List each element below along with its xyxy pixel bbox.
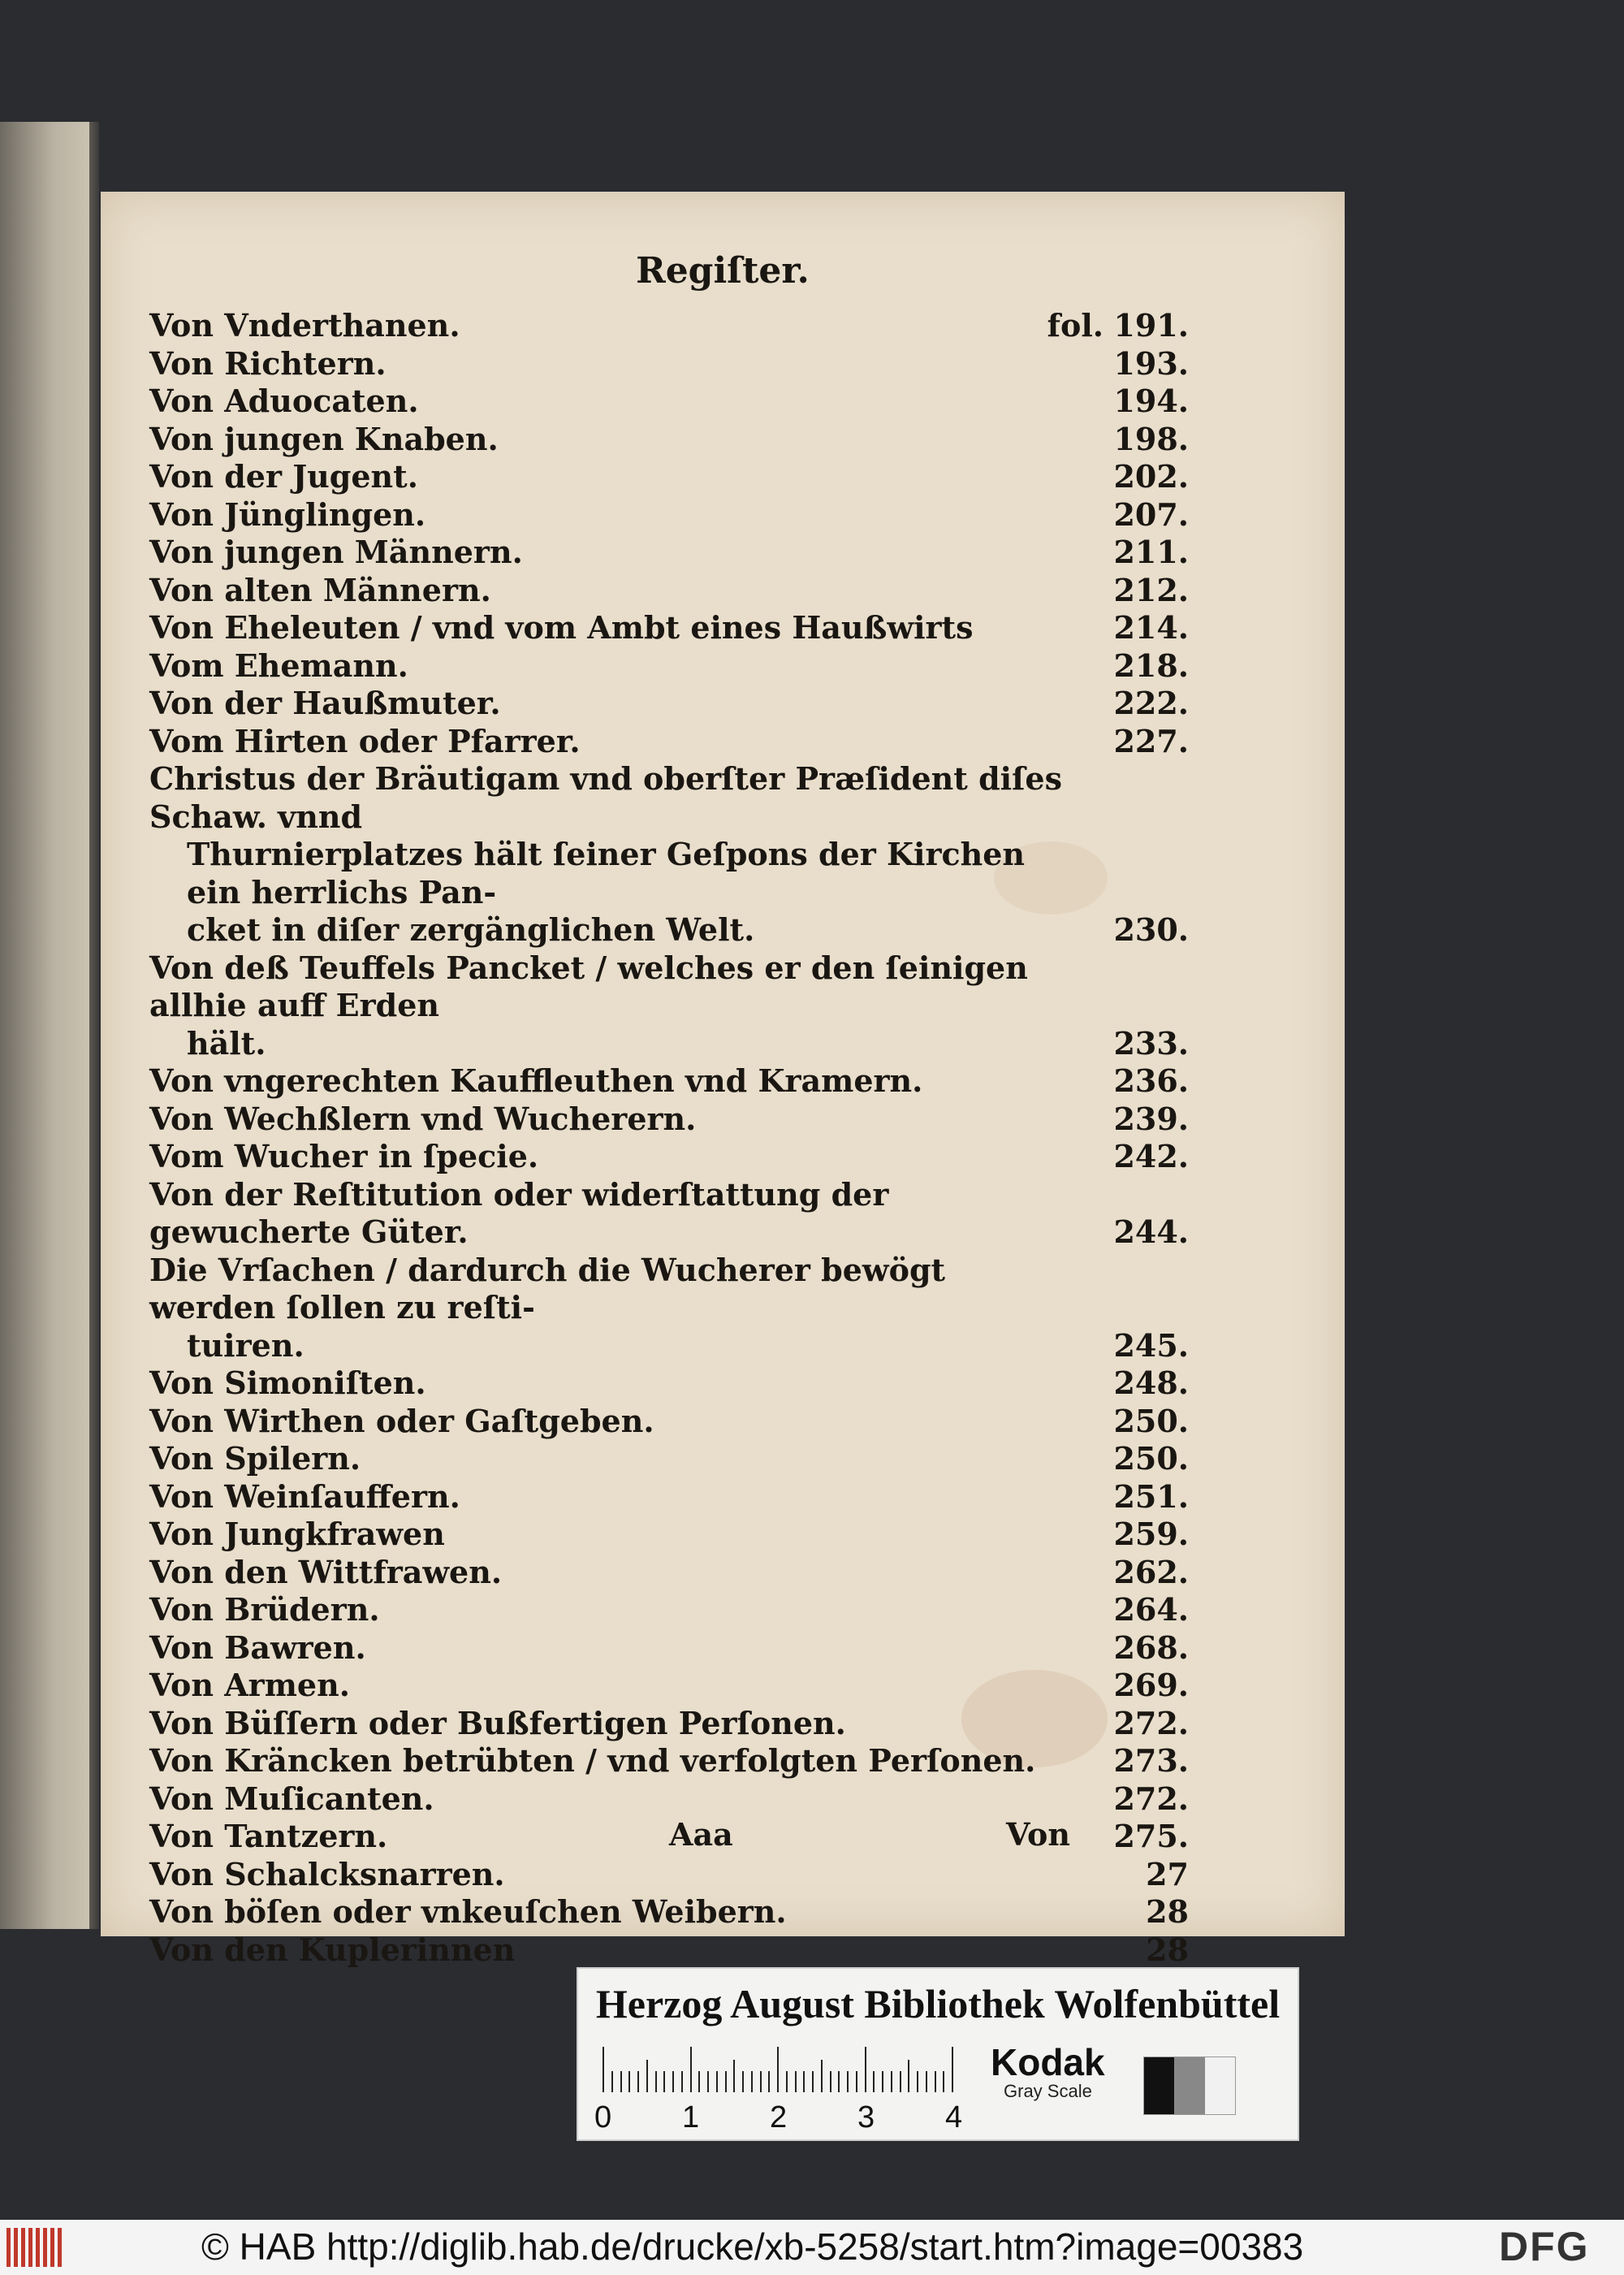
entry-title: Von den Kuplerinnen	[149, 1931, 516, 1968]
barcode-bar	[14, 2228, 18, 2267]
register-entry	[149, 1516, 1189, 1554]
entry-page-number: 28	[1146, 1931, 1189, 1968]
register-entry	[149, 1931, 1189, 1970]
gray-scale-label: Gray Scale	[1004, 2081, 1092, 2101]
entry-title: Von Richtern.	[149, 344, 387, 382]
register-entry	[149, 1138, 1189, 1176]
entry-page-number: 262.	[1113, 1553, 1189, 1590]
register-entry	[149, 1440, 1189, 1478]
register-entry	[149, 1478, 1189, 1516]
ruler-tick	[908, 2060, 909, 2092]
entry-title: Von Wechßlern vnd Wucherern.	[149, 1100, 697, 1137]
footer-bar	[0, 2220, 1624, 2275]
library-color-card	[577, 1967, 1299, 2141]
ruler-tick	[882, 2071, 883, 2092]
ruler-tick	[646, 2060, 648, 2092]
entry-page-number: 272.	[1113, 1704, 1189, 1741]
register-entry	[149, 723, 1189, 761]
entry-page-number: 272.	[1113, 1780, 1189, 1817]
entry-title: Von Eheleuten / vnd vom Ambt eines Haußwirts	[149, 609, 974, 646]
kodak-logo	[991, 2041, 1105, 2102]
entry-page-number: 248.	[1113, 1365, 1189, 1401]
register-entry	[149, 496, 1189, 534]
entry-page-number: 233.	[1113, 1024, 1189, 1062]
entry-title: Von Muſicanten.	[149, 1780, 434, 1817]
barcode-bar	[50, 2228, 54, 2267]
kodak-brand: Kodak	[991, 2041, 1105, 2083]
ruler-tick	[952, 2047, 953, 2092]
entry-page-number: 193.	[1113, 344, 1189, 382]
ruler-tick	[628, 2071, 630, 2092]
register-entry	[149, 1856, 1189, 1894]
register-entry	[149, 1176, 1189, 1252]
entry-page-number: 198.	[1113, 420, 1189, 457]
page-title: Regiſter.	[636, 250, 810, 292]
entry-title: Von Bawren.	[149, 1628, 366, 1666]
ruler-tick	[681, 2071, 683, 2092]
entry-title: Von Jungkfrawen	[149, 1516, 445, 1552]
ruler-tick	[725, 2071, 727, 2092]
entry-title: Von Weinſauffern.	[149, 1477, 460, 1515]
ruler-tick	[917, 2071, 918, 2092]
ruler-tick	[873, 2071, 875, 2092]
entry-title: Von den Wittfrawen.	[149, 1553, 503, 1590]
entry-title: Vom Wucher in ſpecie.	[149, 1138, 539, 1174]
ruler-tick	[603, 2047, 604, 2092]
ruler-numbers	[594, 2100, 984, 2133]
library-name: Herzog August Bibliothek Wolfenbüttel	[595, 1981, 1281, 2026]
entry-page-number: 250.	[1113, 1402, 1189, 1439]
entry-page-number: 251.	[1113, 1477, 1189, 1515]
entry-title: Von Büſſern oder Bußfertigen Perſonen.	[149, 1704, 846, 1741]
entry-page-number: 211.	[1113, 534, 1189, 570]
ruler-tick	[698, 2071, 700, 2092]
register-entry	[149, 1629, 1189, 1667]
entry-title: Von Kräncken betrübten / vnd verfolgten Perſonen.	[149, 1742, 1036, 1779]
ruler-tick	[847, 2071, 849, 2092]
entry-page-number: 218.	[1113, 647, 1189, 684]
entry-title-continued: tuiren.	[187, 1326, 304, 1364]
entry-title: Von alten Männern.	[149, 571, 491, 608]
ruler-number: 3	[857, 2100, 875, 2134]
entry-page-number: 212.	[1113, 571, 1189, 608]
barcode-bar	[58, 2228, 62, 2267]
entry-page-number: 214.	[1113, 609, 1189, 646]
barcode-bar	[21, 2228, 25, 2267]
barcode-bar	[36, 2228, 40, 2267]
ruler-tick	[795, 2071, 797, 2092]
entry-page-number: 194.	[1113, 383, 1189, 419]
entry-title: Von Wirthen oder Gaſtgeben.	[149, 1402, 654, 1439]
register-entry	[149, 421, 1189, 459]
ruler-tick	[637, 2071, 639, 2092]
entry-title: Von jungen Männern.	[149, 534, 523, 570]
ruler-tick	[830, 2071, 831, 2092]
ruler-tick	[777, 2047, 779, 2092]
entry-title: Von Aduocaten.	[149, 383, 419, 419]
register-entry	[149, 1365, 1189, 1403]
entry-title: Von Armen.	[149, 1667, 350, 1703]
copyright-url: © HAB http://diglib.hab.de/drucke/xb-5258/start.htm?image=00383	[201, 2225, 1304, 2268]
entry-title: Von Simoniſten.	[149, 1365, 426, 1401]
entry-title: Von Vnderthanen.	[149, 307, 460, 344]
ruler-tick	[672, 2071, 674, 2092]
entry-title: Von der Haußmuter.	[149, 685, 501, 721]
entry-title: Christus der Bräutigam vnd oberſter Præſident diſes Schaw. vnnd	[149, 760, 1062, 835]
register-entry	[149, 534, 1189, 572]
register-entry	[149, 1062, 1189, 1101]
catchword: Von	[1006, 1816, 1070, 1853]
register-entry	[149, 458, 1189, 496]
entry-page-number: 269.	[1113, 1667, 1189, 1703]
entry-title: Von Tantzern.	[149, 1818, 388, 1854]
register-entry	[149, 345, 1189, 383]
entry-title: Von vngerechten Kauffleuthen vnd Kramern.	[149, 1062, 923, 1099]
ruler-tick	[620, 2071, 622, 2092]
entry-page-number: 250.	[1113, 1440, 1189, 1477]
gray-swatch	[1174, 2057, 1204, 2114]
register-entry	[149, 1780, 1189, 1819]
ruler-tick	[803, 2071, 805, 2092]
entry-page-number: 275.	[1113, 1818, 1189, 1854]
ruler-tick	[690, 2047, 692, 2092]
entry-page-number: 259.	[1113, 1516, 1189, 1552]
ruler-tick	[935, 2071, 936, 2092]
ruler-tick	[663, 2071, 665, 2092]
ruler-tick	[926, 2071, 927, 2092]
register-entry	[149, 1893, 1189, 1931]
entry-page-number: 27	[1146, 1855, 1189, 1892]
dfg-logo: DFG	[1499, 2224, 1590, 2269]
ruler-number: 1	[682, 2100, 700, 2134]
entry-title: Von böſen oder vnkeuſchen Weibern.	[149, 1893, 787, 1930]
ruler-tick	[707, 2071, 709, 2092]
register-entry	[149, 1101, 1189, 1139]
entry-page-number: 202.	[1113, 458, 1189, 495]
register-entry	[149, 1252, 1189, 1365]
ruler-tick	[786, 2071, 788, 2092]
register-entry	[149, 949, 1189, 1063]
entry-title: Vom Ehemann.	[149, 647, 408, 684]
register-entry	[149, 307, 1189, 345]
entry-title: Vom Hirten oder Pfarrer.	[149, 722, 581, 759]
register-entry	[149, 647, 1189, 686]
ruler-tick	[716, 2071, 718, 2092]
folio-prefix: fol.	[1047, 307, 1104, 344]
entry-title-continued: Thurnierplatzes hält ſeiner Geſpons der Kirchen ein herrlichs Pan-	[187, 836, 1026, 910]
entry-page-number: 245.	[1113, 1326, 1189, 1364]
gray-swatch	[1144, 2057, 1174, 2114]
barcode-bar	[28, 2228, 32, 2267]
entry-page-number: 239.	[1113, 1100, 1189, 1137]
register-entry	[149, 760, 1189, 949]
scale-ruler	[603, 2044, 960, 2092]
entry-title: Von Brüdern.	[149, 1591, 380, 1628]
entry-page-number: 236.	[1113, 1062, 1189, 1099]
ruler-tick	[742, 2071, 744, 2092]
register-entry	[149, 1554, 1189, 1592]
register-entry	[149, 1667, 1189, 1705]
register-list	[149, 307, 1189, 1969]
gray-scale-swatches	[1143, 2057, 1236, 2115]
entry-page-number: 222.	[1113, 685, 1189, 721]
ruler-tick	[865, 2047, 866, 2092]
register-entry	[149, 1742, 1189, 1780]
ruler-tick	[891, 2071, 892, 2092]
entry-page-number: 28	[1146, 1893, 1189, 1930]
ruler-tick	[821, 2060, 823, 2092]
ruler-tick	[838, 2071, 840, 2092]
barcode-bar	[43, 2228, 47, 2267]
entry-title: Die Vrſachen / dardurch die Wucherer bewögt werden ſollen zu reſti-	[149, 1251, 946, 1326]
register-entry	[149, 572, 1189, 610]
entry-title: Von Schalcksnarren.	[149, 1855, 505, 1892]
entry-page-number: 244.	[1113, 1213, 1189, 1250]
ruler-number: 0	[594, 2100, 612, 2134]
register-entry	[149, 1705, 1189, 1743]
entry-title: Von Jünglingen.	[149, 495, 426, 533]
entry-title-continued: hält.	[187, 1024, 266, 1062]
entry-title: Von der Reſtitution oder widerſtattung der gewucherte Güter.	[149, 1175, 889, 1250]
ruler-tick	[655, 2071, 657, 2092]
barcode-bar	[6, 2228, 11, 2267]
ruler-tick	[768, 2071, 770, 2092]
signature-mark: Aaa	[669, 1816, 733, 1853]
ruler-number: 4	[945, 2100, 963, 2134]
entry-title: Von jungen Knaben.	[149, 420, 499, 457]
entry-page-number: 207.	[1113, 495, 1189, 533]
ruler-tick	[900, 2071, 901, 2092]
facing-page-edge	[0, 122, 96, 1929]
ruler-tick	[760, 2071, 762, 2092]
entry-title: Von deß Teuffels Pancket / welches er den ſeinigen allhie auff Erden	[149, 949, 1028, 1023]
ruler-number: 2	[770, 2100, 788, 2134]
ruler-tick	[751, 2071, 753, 2092]
ruler-tick	[733, 2060, 735, 2092]
gray-swatch	[1205, 2057, 1235, 2114]
ruler-tick	[812, 2071, 814, 2092]
entry-page-number: 264.	[1113, 1591, 1189, 1628]
entry-title-continued: cket in diſer zergänglichen Welt.	[187, 911, 755, 948]
ruler-tick	[611, 2071, 613, 2092]
register-entry	[149, 1591, 1189, 1629]
ruler-tick	[856, 2071, 857, 2092]
ruler-tick	[943, 2071, 944, 2092]
entry-page-number: 242.	[1113, 1138, 1189, 1174]
page-footer-marks	[101, 1816, 1345, 1857]
entry-page-number: 191.	[1113, 307, 1189, 344]
entry-page-number: 273.	[1113, 1742, 1189, 1779]
register-entry	[149, 1403, 1189, 1441]
register-page	[101, 192, 1345, 1968]
entry-page-number: 227.	[1113, 722, 1189, 759]
register-entry	[149, 383, 1189, 421]
entry-title: Von Spilern.	[149, 1440, 361, 1477]
entry-page-number: 268.	[1113, 1628, 1189, 1666]
entry-title: Von der Jugent.	[149, 458, 418, 495]
book-gutter	[89, 122, 99, 1929]
entry-page-number: 230.	[1113, 911, 1189, 948]
barcode-icon	[6, 2228, 70, 2267]
register-entry	[149, 685, 1189, 723]
register-entry	[149, 609, 1189, 647]
